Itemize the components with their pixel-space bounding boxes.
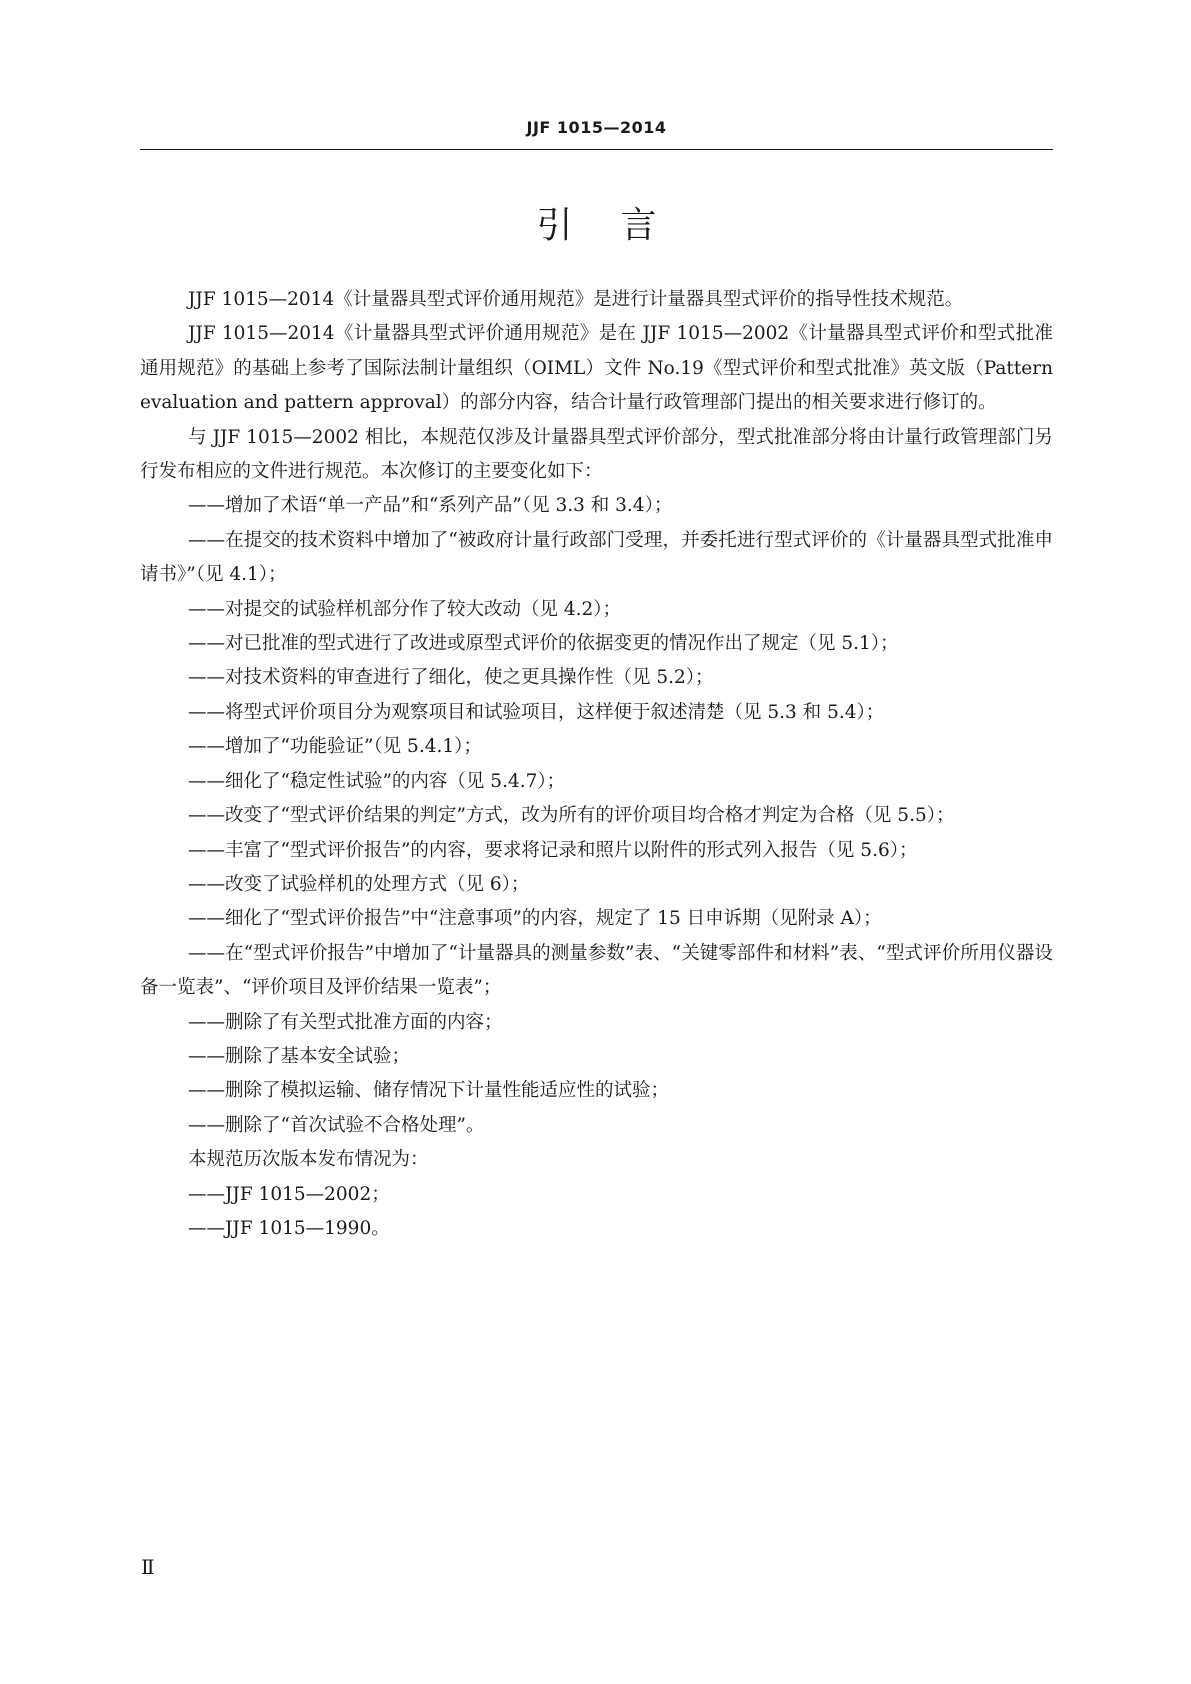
- change-item: ——改变了试验样机的处理方式（见 6）；: [188, 873, 530, 895]
- header-rule: [140, 149, 1053, 150]
- intro-paragraph-2: JJF 1015—2014《计量器具型式评价通用规范》是在 JJF 1015—2002《计量器具型式评价和型式批准通用规范》的基础上参考了国际法制计量组织（OIML）文件 No.19《型式评价和型式批准》英文版（Pattern evaluation and pattern approval）的部分内容，结合计量行政管理部门提出的相关要求进行修订的。: [140, 323, 1053, 414]
- intro-paragraph-3: 与 JJF 1015—2002 相比，本规范仅涉及计量器具型式评价部分，型式批准部分将由计量行政管理部门另行发布相应的文件进行规范。本次修订的主要变化如下：: [140, 426, 1053, 483]
- history-version: ——JJF 1015—2002；: [188, 1183, 390, 1205]
- change-item: ——改变了“型式评价结果的判定”方式，改为所有的评价项目均合格才判定为合格（见 5.5）；: [188, 805, 955, 827]
- change-item: ——删除了模拟运输、储存情况下计量性能适应性的试验；: [188, 1080, 670, 1102]
- change-item: ——对提交的试验样机部分作了较大改动（见 4.2）；: [188, 598, 622, 620]
- change-item: ——细化了“稳定性试验”的内容（见 5.4.7）；: [188, 770, 566, 792]
- change-item: ——增加了术语“单一产品”和“系列产品”（见 3.3 和 3.4）；: [188, 495, 673, 517]
- change-item: ——在“型式评价报告”中增加了“计量器具的测量参数”表、“关键零部件和材料”表、“型式评价所用仪器设备一览表”、“评价项目及评价结果一览表”；: [140, 942, 1053, 999]
- change-item: ——删除了基本安全试验；: [188, 1045, 411, 1067]
- change-item: ——丰富了“型式评价报告”的内容，要求将记录和照片以附件的形式列入报告（见 5.6）；: [188, 839, 918, 861]
- running-header: JJF 1015—2014: [526, 118, 667, 137]
- page-number: Ⅱ: [141, 1555, 155, 1579]
- intro-paragraph-1: JJF 1015—2014《计量器具型式评价通用规范》是进行计量器具型式评价的指导性技术规范。: [188, 289, 964, 310]
- history-version: ——JJF 1015—1990。: [188, 1217, 390, 1239]
- change-item: ——增加了“功能验证”（见 5.4.1）；: [188, 736, 482, 758]
- change-item: ——删除了有关型式批准方面的内容；: [188, 1011, 503, 1033]
- history-intro: 本规范历次版本发布情况为：: [188, 1149, 429, 1171]
- page-title: 引言: [536, 205, 705, 246]
- change-item: ——删除了“首次试验不合格处理”。: [188, 1114, 485, 1136]
- change-item: ——细化了“型式评价报告”中“注意事项”的内容，规定了 15 日申诉期（见附录 A）；: [188, 908, 882, 930]
- change-item: ——对技术资料的审查进行了细化，使之更具操作性（见 5.2）；: [188, 667, 714, 689]
- change-item: ——在提交的技术资料中增加了“被政府计量行政部门受理，并委托进行型式评价的《计量器具型式批准申请书》”（见 4.1）；: [140, 529, 1053, 586]
- change-item: ——将型式评价项目分为观察项目和试验项目，这样便于叙述清楚（见 5.3 和 5.4）；: [188, 701, 885, 723]
- change-item: ——对已批准的型式进行了改进或原型式评价的依据变更的情况作出了规定（见 5.1）；: [188, 633, 899, 655]
- body-text: [140, 283, 1053, 1246]
